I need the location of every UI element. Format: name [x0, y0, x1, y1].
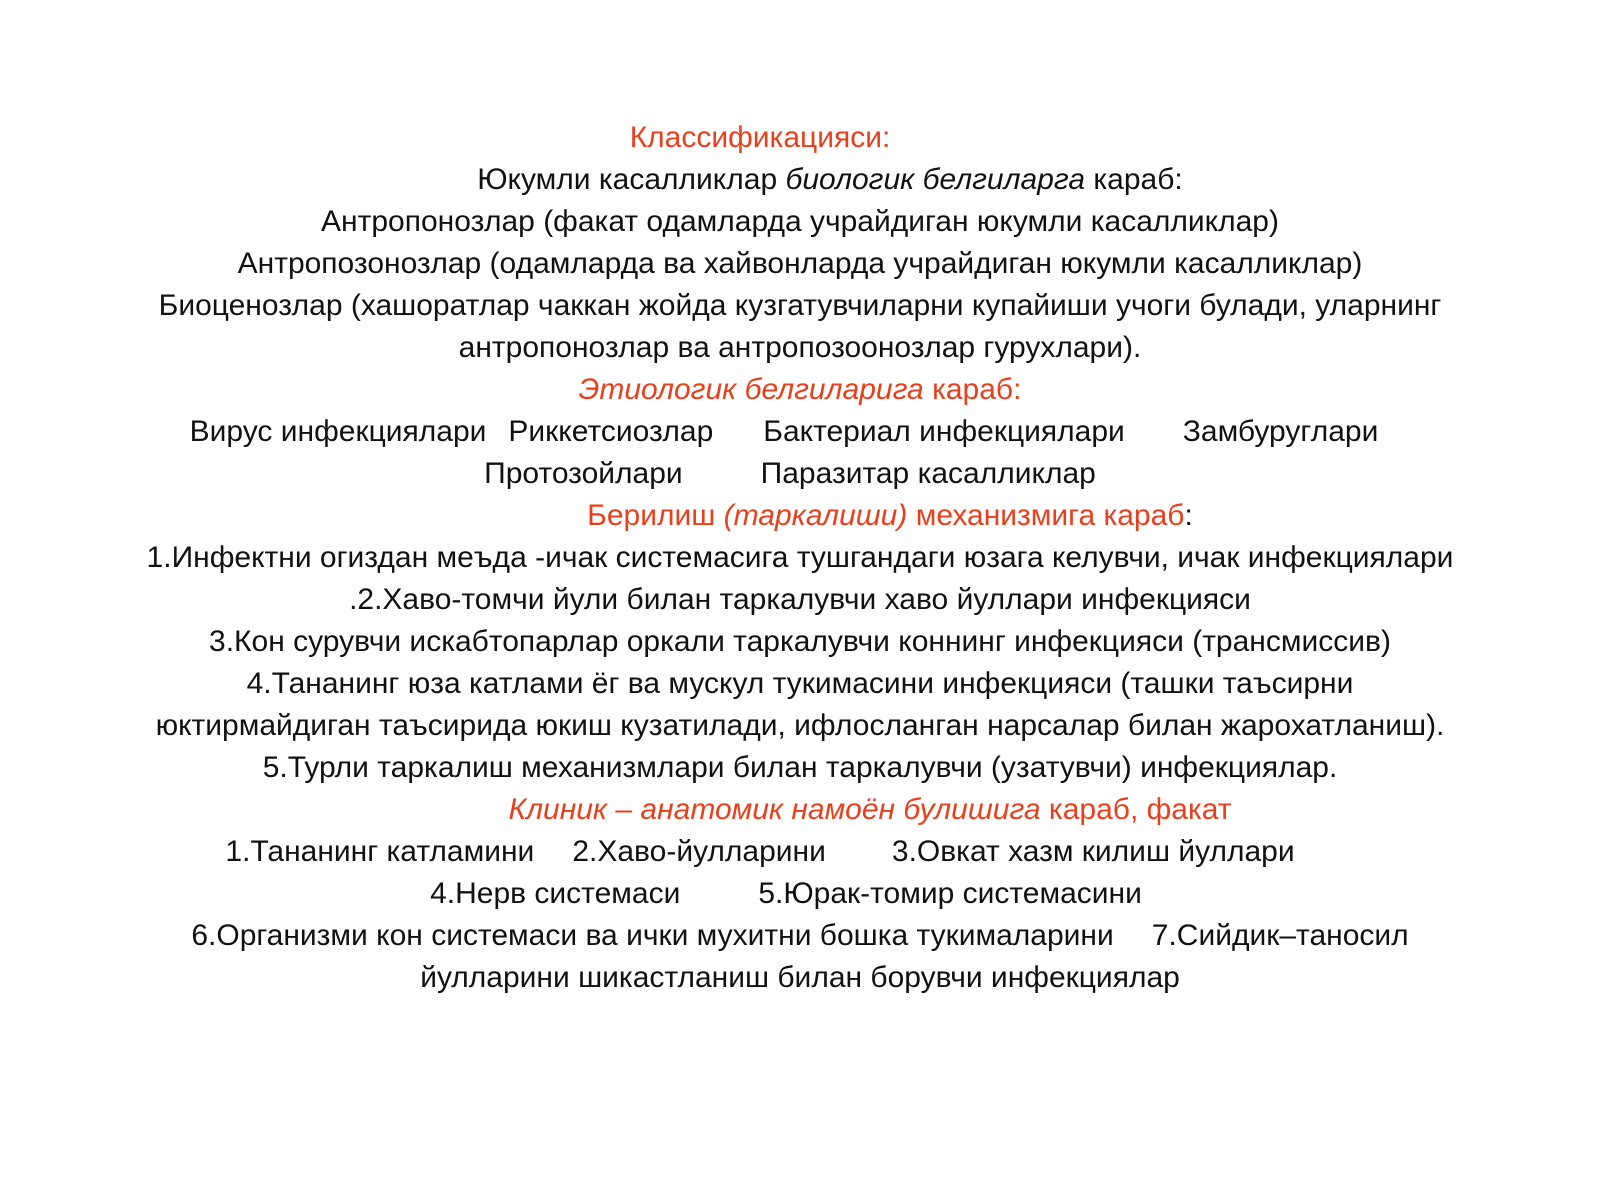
etio-item-bacterial: Бактериал инфекциялари — [763, 415, 1125, 448]
etio-item-protozoal: Протозойлари — [484, 457, 683, 490]
etio-item-rickettsioses: Риккетсиозлар — [508, 415, 714, 448]
etiological-italic: Этиологик белгиларига — [578, 373, 924, 406]
mech-item-3: 3.Кон сурувчи искабтопарлар оркали таркалувчи коннинг инфекцияси (трансмиссив) — [209, 625, 1391, 658]
etio-item-parasitic: Паразитар касалликлар — [760, 457, 1096, 490]
etio-item-viral: Вирус инфекциялари — [189, 415, 487, 448]
etiology-row-1 — [0, 412, 1584, 452]
clinic-item-4: 4.Нерв системаси — [430, 877, 681, 910]
transmission-suffix: механизмига караб — [907, 499, 1185, 532]
mech-item-4-cont: юктирмайдиган таъсирида юкиш кузатилади, ифлосланган нарсалар билан жарохатланиш). — [155, 709, 1445, 742]
clinic-item-5: 5.Юрак-томир системасини — [758, 877, 1142, 910]
mech-item-4: 4.Тананинг юза катлами ёг ва мускул тукимасини инфекцияси (ташки таъсирни — [246, 667, 1354, 700]
clinic-item-6: 6.Организми кон системаси ва ички мухитни бошка тукималарини — [191, 919, 1114, 952]
clinic-item-3: 3.Овкат хазм килиш йуллари — [891, 835, 1295, 868]
clinical-row-4: йулларини шикастланиш билан борувчи инфекциялар — [420, 961, 1180, 994]
classification-heading: Классификацияси: — [629, 121, 891, 154]
clinical-italic: Клиник – анатомик намоён булишига — [508, 793, 1041, 826]
clinical-row-3 — [0, 916, 1600, 956]
mech-item-2: .2.Хаво-томчи йули билан таркалувчи хаво йуллари инфекцияси — [349, 583, 1251, 616]
biological-signs-line — [30, 160, 1600, 200]
biological-suffix: караб: — [1085, 163, 1183, 196]
transmission-heading — [90, 496, 1600, 536]
mech-item-1: 1.Инфектни огиздан меъда -ичак системасига тушгандаги юзага келувчи, ичак инфекциялари — [146, 541, 1454, 574]
transmission-colon: : — [1184, 499, 1193, 532]
etiological-suffix: караб: — [923, 373, 1022, 406]
transmission-prefix: Берилиш — [587, 499, 724, 532]
bio-item-anthroponoses: Антропонозлар (факат одамларда учрайдиган юкумли касалликлар) — [321, 205, 1279, 238]
clinic-item-2: 2.Хаво-йулларини — [572, 835, 826, 868]
mech-item-5: 5.Турли таркалиш механизмлари билан таркалувчи (узатувчи) инфекциялар. — [262, 751, 1338, 784]
clinic-item-7: 7.Сийдик–таносил — [1151, 919, 1409, 952]
clinic-item-1: 1.Тананинг катламини — [225, 835, 535, 868]
etiological-signs-heading — [0, 370, 1600, 410]
bio-item-anthropozoonoses: Антропозонозлар (одамларда ва хайвонларда учрайдиган юкумли касалликлар) — [237, 247, 1363, 280]
clinical-suffix: караб, факат — [1040, 793, 1232, 826]
clinical-row-2 — [0, 874, 1586, 914]
biological-prefix: Юкумли касалликлар — [477, 163, 786, 196]
etio-item-fungal: Замбуруглари — [1182, 415, 1379, 448]
biological-italic: биологик белгиларга — [785, 163, 1086, 196]
bio-item-biocenoses: Биоценозлар (хашоратлар чаккан жойда кузгатувчиларни купайиши учоги булади, уларнинг — [158, 289, 1442, 322]
transmission-italic: (таркалиши) — [723, 499, 908, 532]
etiology-row-2 — [0, 454, 1590, 494]
bio-item-biocenoses-cont: антропонозлар ва антропозоонозлар гурухлари). — [458, 331, 1142, 364]
clinical-heading — [70, 790, 1600, 830]
clinical-row-1 — [0, 832, 1560, 872]
